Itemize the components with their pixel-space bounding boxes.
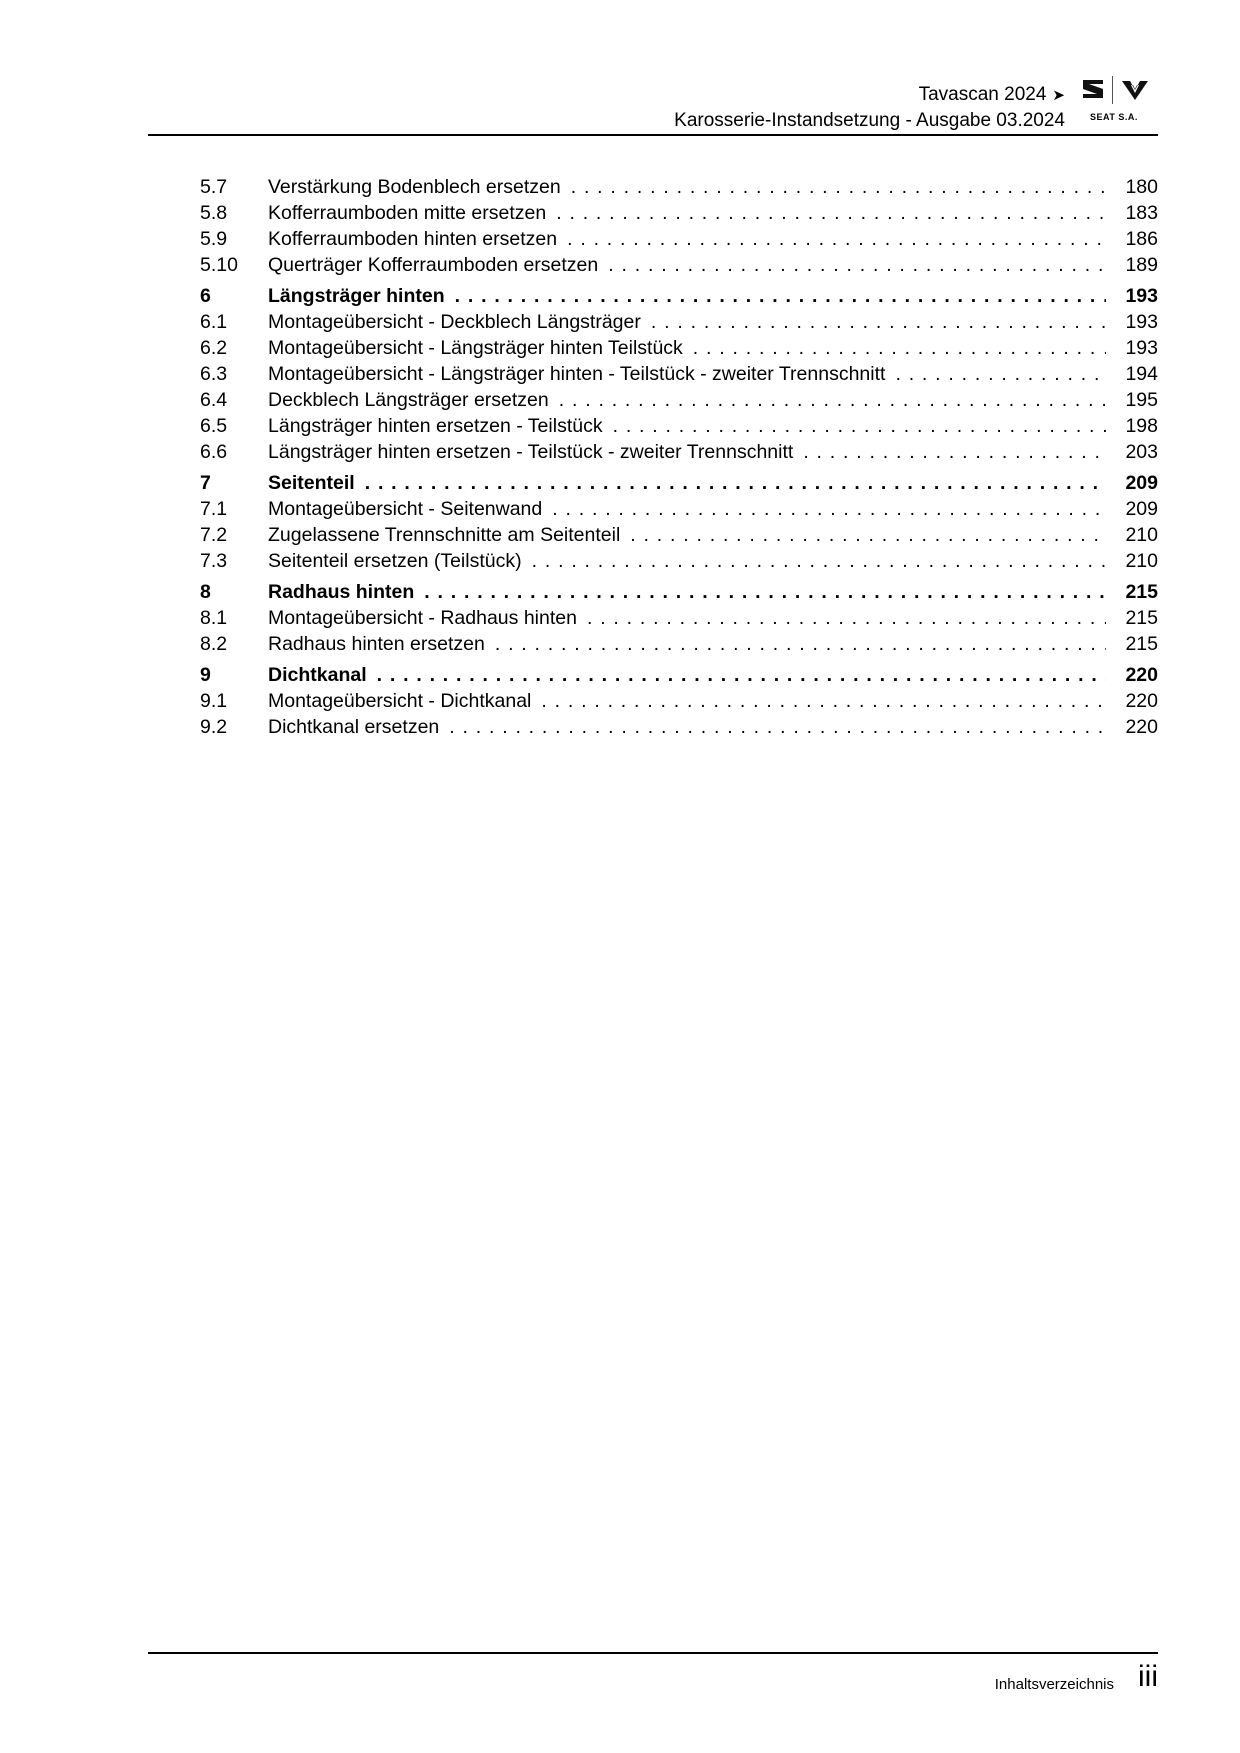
- toc-chapter-row[interactable]: [200, 662, 1158, 688]
- toc-title-leader: [268, 226, 1106, 252]
- logo-divider: [1112, 76, 1113, 104]
- toc-number: 5.9: [200, 228, 228, 250]
- toc-entry-row[interactable]: [200, 548, 1158, 574]
- cupra-logo-icon: [1121, 79, 1149, 101]
- toc-title-leader: [268, 309, 1106, 335]
- toc-number: 6.2: [200, 337, 228, 359]
- toc-page-number: 215: [1125, 581, 1158, 603]
- toc-title-leader: [268, 200, 1106, 226]
- toc-title: Radhaus hinten ersetzen: [268, 633, 485, 655]
- toc-title: Montageübersicht - Deckblech Längsträger: [268, 311, 641, 333]
- toc-page-number: 180: [1125, 176, 1158, 198]
- toc-number: 7.2: [200, 524, 228, 546]
- toc-number: 5.8: [200, 202, 228, 224]
- toc-title-leader: [268, 283, 1106, 309]
- toc-page-number: 209: [1125, 472, 1158, 494]
- toc-number: 6.4: [200, 389, 228, 411]
- toc-page-number: 186: [1125, 228, 1158, 250]
- page-number: iii: [1138, 1660, 1158, 1693]
- toc-title-leader: [268, 522, 1106, 548]
- toc-page-number: 193: [1125, 285, 1158, 307]
- toc-entry-row[interactable]: [200, 496, 1158, 522]
- toc-number: 5.7: [200, 176, 228, 198]
- toc-title-leader: [268, 174, 1106, 200]
- toc-page-number: 220: [1125, 716, 1158, 738]
- toc-page-number: 193: [1125, 337, 1158, 359]
- toc-title: Montageübersicht - Längsträger hinten Teilstück: [268, 337, 683, 359]
- company-name: SEAT S.A.: [1090, 112, 1138, 122]
- toc-title: Deckblech Längsträger ersetzen: [268, 389, 549, 411]
- toc-number: 9.2: [200, 716, 228, 738]
- toc-title-leader: [268, 496, 1106, 522]
- toc-page-number: 194: [1125, 363, 1158, 385]
- toc-number: 6.6: [200, 441, 228, 463]
- toc-page-number: 195: [1125, 389, 1158, 411]
- toc-page-number: 193: [1125, 311, 1158, 333]
- toc-entry-row[interactable]: [200, 226, 1158, 252]
- toc-entry-row[interactable]: [200, 335, 1158, 361]
- toc-entry-row[interactable]: [200, 309, 1158, 335]
- toc-title: Längsträger hinten ersetzen - Teilstück - zweiter Trennschnitt: [268, 441, 794, 463]
- toc-title: Dichtkanal ersetzen: [268, 716, 440, 738]
- toc-page-number: 215: [1125, 633, 1158, 655]
- toc-title-leader: [268, 470, 1106, 496]
- toc-title: Verstärkung Bodenblech ersetzen: [268, 176, 561, 198]
- header-divider: [148, 134, 1158, 136]
- toc-number: 7.3: [200, 550, 228, 572]
- toc-entry-row[interactable]: [200, 387, 1158, 413]
- table-of-contents: [200, 174, 1158, 740]
- toc-title: Montageübersicht - Dichtkanal: [268, 690, 532, 712]
- toc-entry-row[interactable]: [200, 413, 1158, 439]
- header-title-line: [674, 82, 1065, 108]
- toc-title: Längsträger hinten: [268, 285, 445, 307]
- toc-title: Seitenteil: [268, 472, 355, 494]
- toc-title-leader: [268, 631, 1106, 657]
- arrow-right-icon: ➤: [1052, 87, 1065, 104]
- toc-page-number: 210: [1125, 550, 1158, 572]
- toc-entry-row[interactable]: [200, 361, 1158, 387]
- page-header: [148, 74, 1158, 136]
- toc-title: Zugelassene Trennschnitte am Seitenteil: [268, 524, 621, 546]
- brand-logo: [1076, 76, 1156, 126]
- toc-page-number: 189: [1125, 254, 1158, 276]
- toc-title: Längsträger hinten ersetzen - Teilstück: [268, 415, 603, 437]
- toc-number: 9: [200, 664, 211, 686]
- toc-entry-row[interactable]: [200, 688, 1158, 714]
- toc-title-leader: [268, 335, 1106, 361]
- toc-title: Querträger Kofferraumboden ersetzen: [268, 254, 599, 276]
- toc-page-number: 210: [1125, 524, 1158, 546]
- toc-page-number: 198: [1125, 415, 1158, 437]
- toc-title-leader: [268, 439, 1106, 465]
- toc-number: 8.2: [200, 633, 228, 655]
- toc-title-leader: [268, 579, 1106, 605]
- toc-page-number: 220: [1125, 690, 1158, 712]
- toc-number: 5.10: [200, 254, 238, 276]
- toc-number: 8: [200, 581, 211, 603]
- toc-title-leader: [268, 662, 1106, 688]
- toc-page-number: 183: [1125, 202, 1158, 224]
- toc-title: Montageübersicht - Seitenwand: [268, 498, 543, 520]
- toc-title-leader: [268, 714, 1106, 740]
- toc-entry-row[interactable]: [200, 174, 1158, 200]
- toc-title: Montageübersicht - Radhaus hinten: [268, 607, 577, 629]
- toc-title: Montageübersicht - Längsträger hinten - Teilstück - zweiter Trennschnitt: [268, 363, 886, 385]
- toc-number: 6.5: [200, 415, 228, 437]
- toc-title-leader: [268, 413, 1106, 439]
- toc-entry-row[interactable]: [200, 631, 1158, 657]
- toc-entry-row[interactable]: [200, 714, 1158, 740]
- toc-title-leader: [268, 688, 1106, 714]
- toc-entry-row[interactable]: [200, 252, 1158, 278]
- toc-title-leader: [268, 361, 1106, 387]
- toc-title-leader: [268, 387, 1106, 413]
- toc-page-number: 220: [1125, 664, 1158, 686]
- model-title: Tavascan 2024: [918, 84, 1047, 105]
- toc-entry-row[interactable]: [200, 522, 1158, 548]
- seat-logo-icon: [1081, 78, 1105, 100]
- toc-entry-row[interactable]: [200, 439, 1158, 465]
- toc-number: 8.1: [200, 607, 228, 629]
- toc-page-number: 203: [1125, 441, 1158, 463]
- toc-chapter-row[interactable]: [200, 283, 1158, 309]
- toc-number: 7.1: [200, 498, 228, 520]
- toc-title: Seitenteil ersetzen (Teilstück): [268, 550, 522, 572]
- toc-title: Radhaus hinten: [268, 581, 415, 603]
- toc-title-leader: [268, 252, 1106, 278]
- toc-number: 6.1: [200, 311, 228, 333]
- toc-title: Kofferraumboden mitte ersetzen: [268, 202, 547, 224]
- toc-chapter-row[interactable]: [200, 579, 1158, 605]
- toc-chapter-row[interactable]: [200, 470, 1158, 496]
- toc-title: Dichtkanal: [268, 664, 367, 686]
- toc-number: 6: [200, 285, 211, 307]
- toc-title-leader: [268, 605, 1106, 631]
- toc-title: Kofferraumboden hinten ersetzen: [268, 228, 558, 250]
- toc-entry-row[interactable]: [200, 605, 1158, 631]
- toc-page-number: 215: [1125, 607, 1158, 629]
- toc-number: 7: [200, 472, 211, 494]
- header-text: [674, 82, 1065, 133]
- footer-divider: [148, 1652, 1158, 1654]
- toc-page-number: 209: [1125, 498, 1158, 520]
- toc-entry-row[interactable]: [200, 200, 1158, 226]
- manual-subtitle: Karosserie-Instandsetzung - Ausgabe 03.2024: [674, 110, 1065, 131]
- toc-title-leader: [268, 548, 1106, 574]
- footer-section-label: Inhaltsverzeichnis: [994, 1676, 1114, 1693]
- toc-number: 6.3: [200, 363, 228, 385]
- toc-number: 9.1: [200, 690, 228, 712]
